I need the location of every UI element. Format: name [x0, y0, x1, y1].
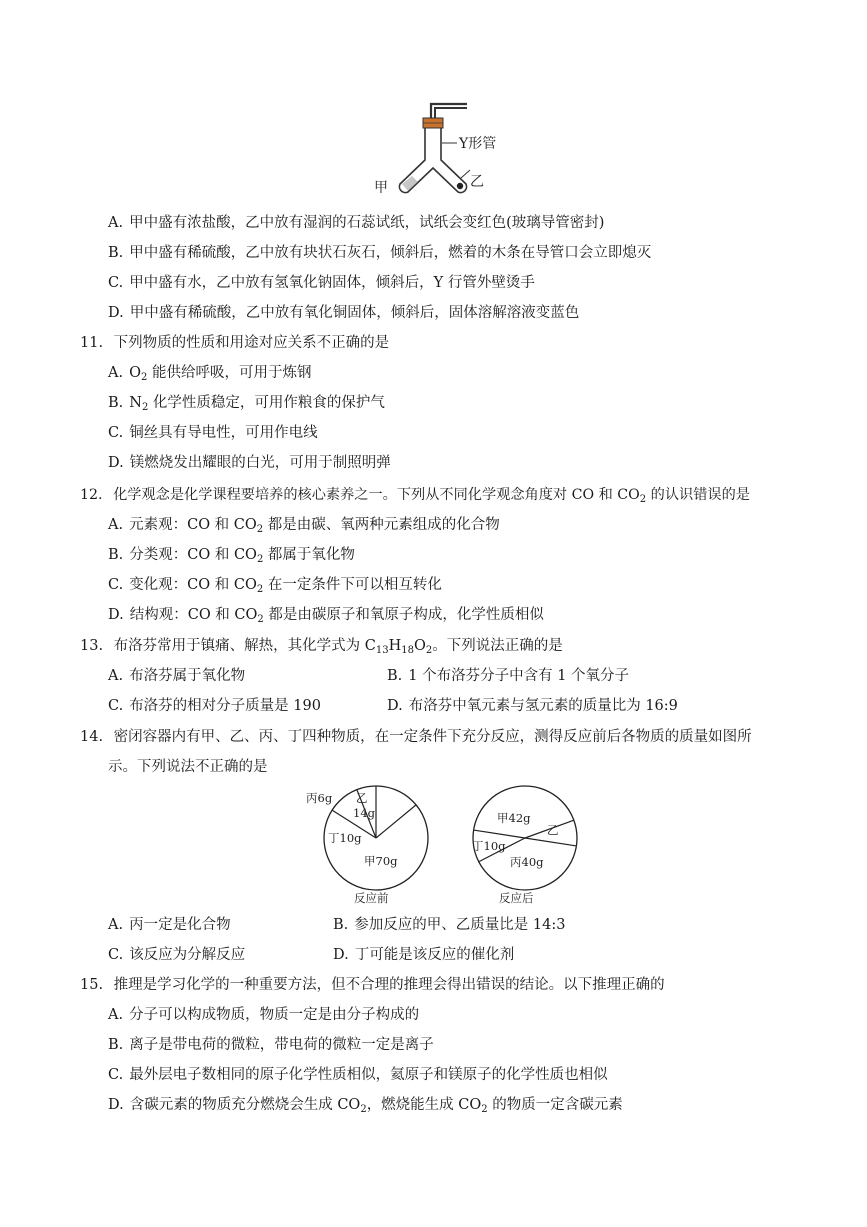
- text-run: 分子可以构成物质，物质一定是由分子构成的: [129, 1007, 420, 1023]
- q15-option-c: [108, 1066, 608, 1084]
- pie-chart-before: [300, 782, 440, 910]
- option-letter: A.: [108, 365, 124, 381]
- option-text: [130, 455, 391, 471]
- q12-option-c: [108, 576, 442, 594]
- text-run: 结构观：CO 和 CO: [129, 607, 258, 623]
- q12-option-a: [108, 516, 500, 534]
- pie-before-label-jia: 甲70g: [364, 854, 398, 868]
- option-text: [129, 215, 604, 231]
- text-run: 都属于氧化物: [263, 547, 355, 563]
- q11-stem-text: [114, 335, 390, 351]
- q10-option-a: [108, 214, 604, 232]
- option-letter: B.: [108, 245, 124, 261]
- option-letter: D.: [387, 698, 403, 714]
- q12-stem-text: [113, 487, 750, 503]
- option-letter: D.: [333, 947, 349, 963]
- text-run: 都是由碳、氧两种元素组成的化合物: [263, 517, 500, 533]
- q12-option-d: [108, 606, 544, 624]
- text-run: 分类观：CO 和 CO: [129, 547, 257, 563]
- option-letter: C.: [108, 275, 124, 291]
- pie-before-label-yi-mass: 14g: [353, 806, 375, 820]
- pie-before-label-yi-name: 乙: [356, 791, 368, 805]
- q10-option-c: [108, 274, 535, 292]
- pie-after-label-jia: 甲42g: [497, 811, 531, 825]
- pie-after-label-yi: 乙: [547, 823, 559, 837]
- option-letter: B.: [108, 1037, 124, 1053]
- q14-stem-text-2: 示。下列说法不正确的是: [108, 759, 268, 775]
- text-run: O: [129, 365, 141, 381]
- option-letter: A.: [108, 1007, 124, 1023]
- option-letter: D.: [108, 607, 124, 623]
- option-text: [129, 425, 318, 441]
- q15-stem-text: [114, 977, 665, 993]
- q11-option-d: [108, 454, 391, 472]
- q13-option-b: [387, 667, 629, 685]
- subscript: 2: [140, 372, 148, 383]
- text-run: 的认识错误的是: [646, 487, 750, 503]
- option-text: [129, 668, 245, 684]
- pie-before-label-bing: 丙6g: [306, 791, 333, 805]
- text-run: ，燃烧能生成 CO: [366, 1097, 482, 1113]
- text-run: 推理是学习化学的一种重要方法，但不合理的推理会得出错误的结论。以下推理正确的: [113, 977, 665, 993]
- text-run: 布洛芬中氧元素与氢元素的质量比为 16:9: [408, 698, 678, 714]
- text-run: 甲中盛有水，乙中放有氢氧化钠固体，倾斜后，Y 行管外壁烫手: [129, 275, 535, 291]
- option-letter: B.: [108, 547, 124, 563]
- option-letter: A.: [108, 215, 124, 231]
- q13-stem: [80, 637, 563, 655]
- option-text: [129, 947, 245, 963]
- option-text: [355, 947, 515, 963]
- text-run: 能供给呼吸，可用于炼钢: [147, 365, 312, 381]
- q12-option-b: [108, 546, 355, 564]
- q15-option-a: [108, 1006, 419, 1024]
- y-tube-figure: [360, 98, 510, 198]
- option-text: [129, 395, 385, 411]
- right-arm-label: 乙: [470, 174, 484, 190]
- option-letter: D.: [108, 1097, 124, 1113]
- q15-number: 15.: [80, 977, 104, 993]
- pie-after-label-bing: 丙40g: [510, 855, 544, 869]
- left-arm-label: 甲: [374, 180, 388, 196]
- text-run: 变化观：CO 和 CO: [129, 577, 257, 593]
- q13-option-a: [108, 667, 245, 685]
- y-tube-label: Y形管: [459, 136, 497, 152]
- q13-option-c: [108, 697, 321, 715]
- text-run: H: [388, 638, 402, 654]
- subscript: 2: [256, 524, 264, 535]
- option-letter: B.: [333, 917, 349, 933]
- option-letter: C.: [108, 947, 124, 963]
- q14-option-c: [108, 946, 245, 964]
- text-run: 布洛芬的相对分子质量是 190: [129, 698, 321, 714]
- text-run: 甲中盛有稀硫酸，乙中放有块状石灰石，倾斜后，燃着的木条在导管口会立即熄灭: [129, 245, 652, 261]
- q10-option-b: [108, 244, 651, 262]
- q15-stem: [80, 976, 665, 994]
- option-letter: C.: [108, 1067, 124, 1083]
- pie-after-title: 反应后: [499, 891, 534, 905]
- q14-stem-line1: [80, 728, 752, 746]
- q12-stem: [80, 486, 750, 504]
- option-letter: D.: [108, 455, 124, 471]
- q13-stem-text: [114, 638, 563, 654]
- text-run: 元素观：CO 和 CO: [129, 517, 257, 533]
- q11-option-c: [108, 424, 318, 442]
- text-run: 都是由碳原子和氧原子构成，化学性质相似: [263, 607, 544, 623]
- text-run: 甲中盛有浓盐酸，乙中放有湿润的石蕊试纸，试纸会变红色(玻璃导管密封): [129, 215, 605, 231]
- text-run: 参加反应的甲、乙质量比是 14:3: [354, 917, 566, 933]
- text-run: 甲中盛有稀硫酸，乙中放有氧化铜固体，倾斜后，固体溶解溶液变蓝色: [129, 305, 580, 321]
- text-run: 铜丝具有导电性，可用作电线: [129, 425, 318, 441]
- option-text: [129, 245, 651, 261]
- text-run: 离子是带电荷的微粒，带电荷的微粒一定是离子: [129, 1037, 434, 1053]
- option-text: [130, 607, 544, 623]
- subscript: 13: [375, 645, 389, 656]
- text-run: 含碳元素的物质充分燃烧会生成 CO: [129, 1097, 361, 1113]
- text-run: 化学观念是化学课程要培养的核心素养之一。下列从不同化学观念角度对 CO 和 CO: [113, 487, 640, 503]
- text-run: 1 个布洛芬分子中含有 1 个氧分子: [408, 668, 630, 684]
- q13-option-d: [387, 697, 678, 715]
- text-run: 该反应为分解反应: [129, 947, 246, 963]
- subscript: 2: [257, 614, 264, 625]
- option-letter: B.: [387, 668, 403, 684]
- subscript: 2: [360, 1104, 367, 1115]
- q12-number: 12.: [80, 487, 103, 503]
- q11-option-a: [108, 364, 311, 382]
- pie-after-slices: [473, 786, 577, 890]
- option-text: [129, 917, 231, 933]
- subscript: 2: [141, 402, 149, 413]
- text-run: 布洛芬属于氧化物: [129, 668, 246, 684]
- pie-after-label-ding: 丁10g: [472, 839, 506, 853]
- text-run: 最外层电子数相同的原子化学性质相似，氦原子和镁原子的化学性质也相似: [129, 1067, 608, 1083]
- option-text: [409, 698, 678, 714]
- option-text: [130, 1097, 623, 1113]
- option-text: [354, 917, 565, 933]
- text-run: N: [129, 395, 142, 411]
- option-letter: C.: [108, 425, 124, 441]
- option-text: [129, 547, 355, 563]
- text-run: 下列物质的性质和用途对应关系不正确的是: [113, 335, 390, 351]
- q13-number: 13.: [80, 638, 104, 654]
- q15-option-b: [108, 1036, 434, 1054]
- q15-option-d: [108, 1096, 623, 1114]
- text-run: 布洛芬常用于镇痛、解热，其化学式为 C: [113, 638, 376, 654]
- option-text: [129, 365, 311, 381]
- subscript: 2: [481, 1104, 488, 1115]
- option-letter: A.: [108, 668, 124, 684]
- option-text: [129, 577, 442, 593]
- option-text: [129, 275, 535, 291]
- q14-option-d: [333, 946, 514, 964]
- text-run: 在一定条件下可以相互转化: [263, 577, 442, 593]
- subscript: 2: [425, 645, 433, 656]
- q14-stem-text-1: 密闭容器内有甲、乙、丙、丁四种物质，在一定条件下充分反应，测得反应前后各物质的质量如图所: [113, 729, 752, 745]
- subscript: 2: [256, 554, 264, 565]
- subscript: 2: [639, 494, 647, 505]
- option-letter: A.: [108, 517, 124, 533]
- q11-stem: [80, 334, 389, 352]
- option-text: [129, 1007, 419, 1023]
- option-text: [129, 1037, 434, 1053]
- q11-number: 11.: [80, 335, 104, 351]
- option-letter: D.: [108, 305, 124, 321]
- q14-number: 14.: [80, 729, 104, 745]
- q11-option-b: [108, 394, 385, 412]
- option-letter: B.: [108, 395, 124, 411]
- option-text: [130, 305, 580, 321]
- option-letter: C.: [108, 577, 124, 593]
- text-run: O: [414, 638, 426, 654]
- option-text: [129, 1067, 608, 1083]
- text-run: 丙一定是化合物: [129, 917, 231, 933]
- q14-option-b: [333, 916, 565, 934]
- subscript: 2: [256, 584, 264, 595]
- pie-before-label-ding: 丁10g: [328, 831, 362, 845]
- text-run: 丁可能是该反应的催化剂: [354, 947, 515, 963]
- pie-chart-after: [465, 782, 585, 910]
- text-run: 的物质一定含碳元素: [487, 1097, 623, 1113]
- text-run: 。下列说法正确的是: [432, 638, 563, 654]
- option-text: [129, 698, 321, 714]
- option-text: [129, 517, 500, 533]
- option-text: [408, 668, 629, 684]
- text-run: 化学性质稳定，可用作粮食的保护气: [148, 395, 385, 411]
- option-letter: A.: [108, 917, 124, 933]
- pie-before-title: 反应前: [354, 891, 389, 905]
- q14-option-a: [108, 916, 231, 934]
- q10-option-d: [108, 304, 579, 322]
- q14-stem-line2: [108, 758, 268, 776]
- option-letter: C.: [108, 698, 124, 714]
- text-run: 镁燃烧发出耀眼的白光，可用于制照明弹: [129, 455, 391, 471]
- subscript: 18: [401, 645, 414, 656]
